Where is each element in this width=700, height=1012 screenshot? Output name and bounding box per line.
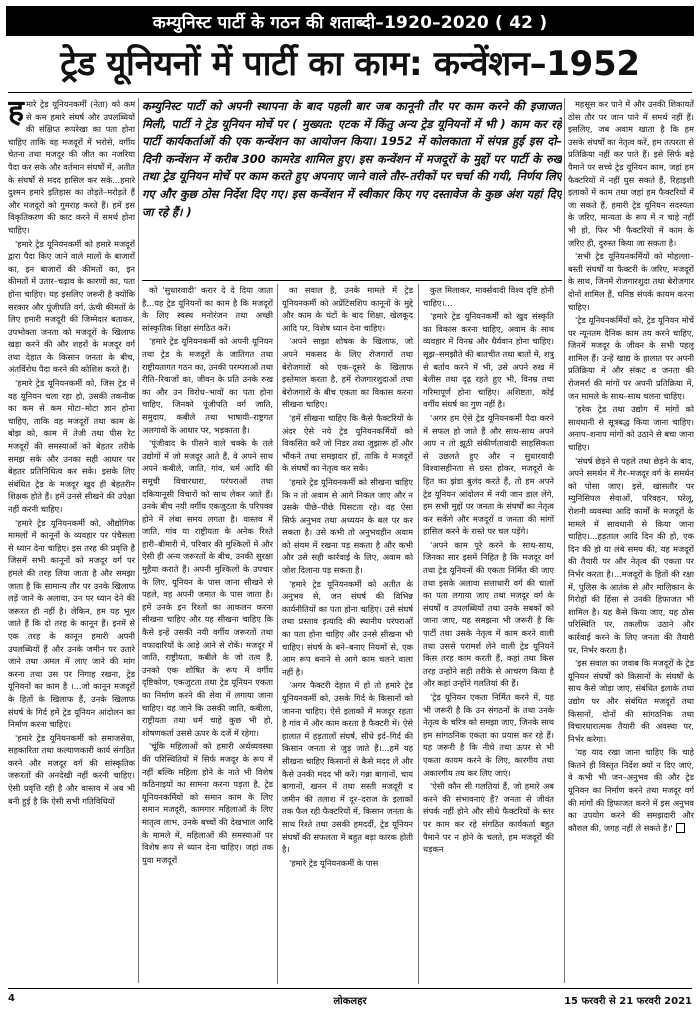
col2-paragraph: 'चूंकि महिलाओं को हमारी अर्थव्यवस्था की परिस्थितियों में सिर्फ मजदूर के रूप में नहीं बल्कि महिला होने के नाते भी विशेष कठिनाइयों का सामना करना पड़ता है, ट्रेड यूनियनकर्मियों को समान काम के लिए समान मजदूरी, कामगार महिलाओं के लिए मातृत्व लाभ, उनके बच्चों की देखभाल आदि के मामले में, महिलाओं की समस्याओं पर विशेष रूप से ध्यान देना चाहिए। जहां तक युवा मजदूरों bbox=[142, 741, 273, 865]
col4-paragraph: 'अपने काम पूरे करने के साथ-साथ, जिनका सार इसमें निहित है कि मजदूर वर्ग तथा ट्रेड यूनियनों की एकता निर्मित की जाए तथा इसके अलावा सत्ताधारी वर्ग की चालों का पता लगाया जाए तथा मजदूर वर्ग के संघर्षों व उपलब्धियों तथा उनके सबकों को जाना जाए, यह समझना भी जरूरी है कि पार्टी तथा उसके नेतृत्व में काम करने वाली तथा उससे परामर्श लेने वाली ट्रेड यूनियनें किस तरह काम करती हैं, कहां तथा किस तरह उन्होंने सही तरीके से आचरण किया है और कहां उन्होंने गलतियां की हैं। bbox=[423, 539, 554, 689]
col5-paragraph: 'इस सवाल का जवाब कि मजदूरों के ट्रेड यूनियन संघर्षों को किसानों के संघर्षों के साथ कैसे जोड़ा जाए, संबंधित इलाके तथा उद्योग पर और संबंधित मजदूरों तथा किसानों, दोनों की सांगठनिक तथा विचारधारात्मक तैयारी की अवस्था पर, निर्भर करेगा। bbox=[568, 658, 694, 744]
col5-paragraph: 'संघर्ष छेड़ने से पहले तथा छेड़ने के बाद, अपने समर्थन में गैर–मजदूर वर्ग के समर्थन को पोसा जाए। इसे, खासतौर पर म्युनिसिपल सेवाओं, परिवहन, घरेलू, रोशनी व्यवस्था आदि कार्मों के मजदूरों के मामले में सावधानी से किया जाना चाहिए।...हड़ताल आदि दिन की हो, एक दिन की हो या लंबे समय की, यह मजदूरों की तैयारी पर और नेतृत्व की एकता पर निर्भर करता है।...मजदूरों के हितों की रक्षा में, पुलिस के आतंक से और मालिकान के गिरोहों की हिंसा से उनकी हिफाजत भी शामिल है। यह कैसे किया जाए, यह ठोस परिस्थिति पर, तकलीफ उठाने और कार्रवाई करने के लिए जनता की तैयारी पर, निर्भर करता है। bbox=[568, 455, 694, 655]
page-footer bbox=[8, 993, 692, 1009]
col2-paragraph: को 'सुधारवादी' करार दे दे दिया जाता है...यह ट्रेड यूनियनों का काम है कि मजदूरों के लिए स्वस्थ मनोरंजन तथा अच्छी सांस्कृतिक शिक्षा संगठित करें। bbox=[142, 285, 273, 333]
left-column bbox=[8, 98, 135, 983]
col5-paragraph: महसूस कर पाने में और उनकी शिकायतें ठोस तौर पर जान पाने में समर्थ नहीं हैं। इसलिए, जब अवाम खाता है कि हम उसके संघर्षों का नेतृत्व करें, हम तत्परता से प्रतिक्रिया नहीं कर पाते हैं। इसे सिर्फ बड़े पैमाने पर सच्चे ट्रेड यूनियन काम, जहां हम फैक्टरियों में नहीं घुस सकते हैं, रिहाइशी इलाकों में काम तथा जहां हम फैक्टरियों में जा सकते हैं, हमारी ट्रेड यूनियन सदस्यता के जरिए, मान्यता के रूप में न चाहे नहीं भी हो, फिर भी फैक्टरियों में काम के जरिए ही, दुरुस्त किया जा सकता है। bbox=[568, 99, 694, 248]
col3-paragraph: 'हमारे ट्रेड यूनियनकर्मी के पास bbox=[289, 857, 379, 868]
left-paragraph-4: 'हमारे ट्रेड यूनियनकर्मी को, औद्योगिक मामलों में कानूनों के व्यवहार पर पंचैसला से ध्यान देना चाहिए। इस तरह की प्रवृत्ति है जिसमें सभी कानूनों को मजदूर वर्ग पर हमले की तरह लिया जाता है और समझा जाता है कि सामान्य तौर पर उनके खिलाफ लड़ें जाने के अलावा, उन पर ध्यान देने की जरूरत ही नहीं है। लेकिन, हम यह भूल जाते हैं कि दो तरह के कानून हैं। इनमें से एक तरह के कानून हमारी अपनी उपलब्धियों हैं और उनके जमीन पर उतारे जाने तथा अमल में लाए जाने की मांग करना तथा उस पर निगाह रखना, ट्रेड यूनियनों का काम है ।...जो कानून मजदूरों के हितों के खिलाफ हैं, उनके खिलाफ संघर्ष के गिर्द हमें ट्रेड यूनियन आंदोलन का निर्माण करना चाहिए। bbox=[8, 517, 135, 730]
col4-paragraph: 'ट्रेड यूनियन एकता निर्मित करने में, यह भी जरूरी है कि उन संगठनों के तथा उनके नेतृत्व के चरित्र को समझा जाए, जिनके साथ हम सांगठनिक एकता का प्रयास कर रहे हैं। यह जरूरी है कि नीचे तथा ऊपर से भी एकता कायम करने के लिए, कारगीय तथा अकारगीय तय कर लिए जाएं। bbox=[423, 692, 554, 778]
column-divider bbox=[564, 98, 565, 983]
column-2 bbox=[142, 284, 273, 984]
col5-paragraph: 'ट्रेड यूनियनकर्मियों को, ट्रेड यूनियन मोर्चे पर न्यूनतम दैनिक काम तय करने चाहिए, जिनमें मजदूर के जीवन के सभी पहलू शामिल हैं। उन्हें खाद्य के हालात पर अपनी प्रतिक्रिया में और संकट व जनता की रोजमर्रा की मांगों पर अपनी प्रतिक्रिया में, जन मामले के साथ–साथ चलना चाहिए। bbox=[568, 315, 694, 401]
col3-paragraph: 'हमें सीखना चाहिए कि कैसे फैक्टरियों के अंदर ऐसे नये ट्रेड यूनियनकर्मियों को विकसित करें जो निडर तथा जुझारू हों और भौंकने तथा समझदार हों, ताकि वे मजदूरों के संघर्षों का नेतृत्व कर सकें। bbox=[282, 412, 413, 474]
left-paragraph-1: हमारे ट्रेड यूनियनकर्मी (नेता) को कम से कम हमारे संघर्ष और उपलब्धियों की संक्षिप्त रूपरेखा का पता होना चाहिए ताकि वह मजदूरों में भरोसे, वर्गीय चेतना तथा मजदूर की जीत का नजरिया पैदा कर सके और वर्तमान संघर्षों में, अतीत के संघर्षों से मदद हासिल कर सके...हमारे दुश्मन हमारे इतिहास का तोड़ते–मरोड़ते हैं और मजदूरों को गुमराह करते हैं। हमें इस विकृतिकरण की काट करने में समर्थ होना चाहिए। bbox=[8, 98, 135, 235]
col3-paragraph: 'अगर फैक्टरी देहात में हो तो हमारे ट्रेड यूनियनकर्मी को, उसके गिर्द के किसानों को जानना चाहिए। ऐसे इलाकों में मजदूर रहता है गांव में और काम करता है फैक्टरी में। ऐसे हालात में हड़तालों संघर्ष, सीधे इर्द–गिर्द की किसान जनता से जुड़ जाते हैं।...हमें यह सीखना चाहिए किसानों से कैसे मदद लें और कैसे उनकी मदद भी करें। गन्ना बागानों, चाय बागानों, खनन में तथा सस्ती मजदूरी व जमीन की तलाश में दूर–दराज के इलाकों तक फैल रही फैक्टरियों में, किसान जनता के साथ रिश्ते तथा उसकी हमदर्दी, ट्रेड यूनियन संघर्षों की सफलता में बहुत बड़ा कारक होती है। bbox=[282, 680, 413, 855]
publication-name: लोकलहर bbox=[333, 996, 367, 1007]
article-headline: ट्रेड यूनियनों में पार्टी का काम: कन्वेंशन–1952 bbox=[60, 44, 640, 84]
column-divider bbox=[418, 284, 419, 984]
series-banner: कम्युनिस्ट पार्टी के गठन की शताब्दी–1920–2020 ( 42 ) bbox=[6, 6, 694, 36]
left-paragraph-2: 'हमारे ट्रेड यूनियनकर्मी को हमारे मजदूरों द्वारा पैदा किए जाने वाले मालों के बाजारों का, इन बाजारों की कीमतों का, इन कीमतों में उतार–चढ़ाव के कारणों का, पता होना चाहिए। यह इसलिए जरूरी है क्योंकि सरकार और पूंजीपति वर्ग, ऊंची कीमतों के लिए हमारी मजदूरी की जिम्मेदार बताकर, उपभोक्ता जनता को मजदूरों के खिलाफ खड़ा करने की और शहरों के मजदूर वर्ग तथा देहात के किसान जनता के बीच, अंतर्विरोध पैदा करने की कोशिश करते हैं। bbox=[8, 238, 135, 375]
col5-paragraph-last: 'यह याद रखा जाना चाहिए कि चाहे कितने ही विस्तृत निर्देश क्यों न दिए जाएं, वे कभी भी जन–अनुभव की और ट्रेड यूनियन का निर्माण करने तथा मजदूर वर्ग की मांगों की हिफाजत करने में इस अनुभव का उपयोग करने की समझदारी और कौशल की, जगह नहीं ले सकते हैं।' bbox=[568, 747, 694, 833]
end-mark-icon bbox=[676, 823, 685, 833]
col3-paragraph: 'हमारे ट्रेड यूनियनकर्मी को अतीत के अनुभव से, जन संघर्ष की विभिन्न कार्यनीतियों का पता होना चाहिए। उसे संघर्ष तथा प्रस्ताव इत्यादि की स्थानीय परंपराओं का पता होना चाहिए और उनसे सीखना भी चाहिए। संघर्ष के बने–बनाए नियमों से, एक आम रूप बनाने से आगे काम चलने वाला नहीं है। bbox=[282, 578, 413, 677]
column-4 bbox=[423, 284, 554, 984]
left-paragraph-5: 'हमारे ट्रेड यूनियनकर्मी को समाजसेवा, सहकारिता तथा कल्याणकारी कार्य संगठित करने और मजदूर वर्ग की सांस्कृतिक जरूरतों की अनदेखी नहीं करनी चाहिए। ऐसी प्रवृत्ति रही है और वास्तव में अब भी बनी हुई है कि ऐसी सभी गतिविधियों bbox=[8, 732, 135, 806]
column-3 bbox=[282, 284, 413, 984]
page-number: 4 bbox=[8, 993, 15, 1004]
col4-paragraph: कुल मिलाकर, मार्क्सवादी विश्व दृष्टि होनी चाहिए।... bbox=[423, 285, 554, 308]
col5-paragraph: 'हरेक ट्रेड तथा उद्योग में मांगों को सावधानी से सूत्रबद्ध किया जाना चाहिए। अनाप–शनाप मांगों को उठाने से बचा जाना चाहिए। bbox=[568, 404, 694, 453]
column-divider bbox=[277, 284, 278, 984]
headline-rule bbox=[8, 92, 692, 93]
column-5 bbox=[568, 98, 694, 983]
col2-paragraph: 'हमारे ट्रेड यूनियनकर्मी को अपनी यूनियन तथा ट्रेड के मजदूरों के जातिगत तथा राष्ट्रीयतागत गठन का, उनकी परम्पराओं तथा रीति–रिवाजों का, जीवन के प्रति उनके रुख का और उन विरोध–भावों का पता होना चाहिए, जिनको पूंजीपति वर्ग जाति, समुदाय, कबीले तथा भाषायी–राष्ट्रगत अलगावों के आधार पर, भड़काता है। bbox=[142, 336, 273, 435]
left-paragraph-3: 'हमारे ट्रेड यूनियनकर्मी को, जिस ट्रेड में वह यूनियन चला रहा हो, उसकी तकनीक का कम से कम मोटा–मोटा ज्ञान होना चाहिए, ताकि वह मजदूरों तथा काम के बोझ को, काम में तेजी तथा पीस रेट मजदूरों की समस्याओं को बेहतर तरीके समझ सके और उनका सही आधार पर बेहतर प्रतिनिधित्व कर सके। इसके लिए संबंधित ट्रेड के मजदूर खुद ही बेहतरीन शिक्षक होते हैं। हमें उनसे सीखने की उपेक्षा नहीं करनी चाहिए। bbox=[8, 378, 135, 514]
col2-paragraph: 'पूंजीवाद के पीसने वाले चक्के के तले उद्योगों में जो मजदूर आते हैं, वे अपने साथ अपने कबीले, जाति, गांव, धर्म आदि की समूची विचारधारा, परंपराओं तथा दकियानूसी विचारों को साथ लेकर आते हैं। उनके बीच नयी वर्गीय एकजुटता के परिपक्व होने में लंबा समय लगता है। वास्तव में जाति, गांव या राष्ट्रीयता के अनेक रिश्ते हारी–बीमारी में, परिवार की मुश्किलों में और ऐसी ही अन्य जरूरतों के बीच, उनकी सुरक्षा मुहैया कराते हैं। अपनी मुश्किलों के उपचार के लिए, यूनियन के पास जाना सीखने से पहले, वह अपनी जमात के पास जाता है। हमें उनके इन रिश्तों का आकलन करना सीखना चाहिए और यह सीखना चाहिए कि कैसे इन्हें उसकी नयी वर्गीय जरूरतों तथा वफादारियों के आड़े आने से रोकें। मजदूर में जाति, राष्ट्रीयता, कबीले के जो तत्व हैं, उनको एक शोषित के रूप में वर्गीय दृष्टिकोण, एकजुटता तथा ट्रेड यूनियन एकता का निर्माण करने की सेवा में लगाया जाना चाहिए। वह जाने कि उसकी जाति, कबीला, राष्ट्रीयता तथा धर्म चाहे कुछ भी हो, शोषणकर्ता उससे ऊपर के दर्जे में रहेगा। bbox=[142, 438, 273, 738]
col3-paragraph: का सवाल है, उनके मामले में ट्रेड यूनियनकर्मी को अप्रेंटिसशिप कानूनों के मुद्दे और काम के घंटों के बाद शिक्षा, खेलकूद आदि पर, विशेष ध्यान देना चाहिए। bbox=[282, 285, 413, 333]
col3-paragraph: 'हमारे ट्रेड यूनियनकर्मी को सीखना चाहिए कि न तो अवाम से आगे निकल जाए और न उसके पीछे–पीछे घिसटता रहे। वह ऐसा सिर्फ अनुभव तथा अध्ययन के बल पर कर सकता है। उसे कभी तो अनुभवहीन अवाम को संयम में रखना पड़ सकता है और कभी और उसे सही कार्रवाई के लिए, अवाम को जोश दिलाना पड़ सकता है। bbox=[282, 476, 413, 576]
column-divider bbox=[138, 98, 139, 983]
col4-paragraph: 'हमारे ट्रेड यूनियनकर्मी को खुद संस्कृति का विकास करना चाहिए, अवाम के साथ व्यवहार में विनम्र और धैर्यवान होना चाहिए। सूझ–समझौते की बातचीत तथा बातों में, शत्रु से बर्ताव करने में भी, उसे अपने रुख में बेलीस तथा दृढ़ रहते हुए भी, विनम्र तथा गरिमापूर्ण होना चाहिए। अशिष्टता, कोई वर्गीय संघर्ष का गुण नहीं है। bbox=[423, 311, 554, 410]
col4-paragraph: 'ऐसी कौन सी गलतियां हैं, जो हमारे अब करने की संभावनाएं हैं? जनता से जीवंत संपर्क नहीं होने और सीधे फैक्टरियों के स्तर पर काम कर रहे संगठित कार्यकर्ता बहुत पैमाने पर न होने के चलते, हम मजदूरों की धड़कन bbox=[423, 781, 554, 855]
col4-paragraph: 'अगर हम ऐसे ट्रेड यूनियनकर्मी पैदा करने में सफल हो जाते हैं और साथ-साथ अपने आप न तो झूठी संकीर्णतावादी साहसिकता से उछलते हुए और न सुधारवादी विश्वासहीनता से ग्रस्त होकर, मजदूरों के हित का झंडा बुलंद करते हैं, तो हम अपने ट्रेड यूनियन आंदोलन में नयी जान डाल लेंगे, हम सभी मुद्दों पर जनता के संघर्षों का नेतृत्व कर सकेंगे और मजदूरों व जनता की मांगों हासिल करने के रास्ते पर चल पड़ेंगे। bbox=[423, 412, 554, 537]
col3-paragraph: 'अपने साझा शोषक के खिलाफ, जो अपने मकसद के लिए रोजगारों तथा बेरोजगारों को एक–दूसरे के खिलाफ इस्तेमाल करता है, हमें रोजगारशुदाओं तथा बेरोजगारों के बीच एकता का विकास करना सीखना चाहिए। bbox=[282, 336, 413, 410]
intro-rule bbox=[142, 280, 562, 281]
intro-text: कम्युनिस्ट पार्टी को अपनी स्थापना के बाद पहली बार जब कानूनी तौर पर काम करने की इजाजत मिली, पार्टी ने ट्रेड यूनियन मोर्चे पर ( मुख्यत: एटक में किंतु अन्य ट्रेड यूनियनों में भी ) काम कर रहे पार्टी कार्यकर्ताओं की एक कन्वेंशन का आयोजन किया। 1952 में कोलकाता में संपन्न हुई इस दो–दिनी कन्वेंशन में करीब 300 कामरेड शामिल हुए। इस कन्वेंशन में मजदूरों के मुद्दों पर पार्टी के रुख तथा ट्रेड यूनियन मोर्चे पर काम करते हुए अपनाए जाने वाले तौर–तरीकों पर चर्चा की गयी, निर्णय लिए गए और कुछ ठोस निर्देश दिए गए। इस कन्वेंशन में स्वीकार किए गए दस्तावेज के कुछ अंश यहां दिए जा रहे हैं। ) bbox=[142, 99, 562, 219]
col5-paragraph: 'सभी ट्रेड यूनियनकर्मियों को मोहल्ला–बस्ती संघर्षों या फैक्टरी के जरिए, मजदूरों के साथ, जिनमें रोजगारशुदा तथा बेरोजगार दोनों शामिल हैं, घनिष्ठ संपर्क कायम करना चाहिए। bbox=[568, 251, 694, 312]
drop-cap: ह bbox=[8, 98, 24, 129]
issue-date: 15 फरवरी से 21 फरवरी 2021 bbox=[564, 996, 692, 1007]
footer-rule bbox=[8, 988, 692, 989]
